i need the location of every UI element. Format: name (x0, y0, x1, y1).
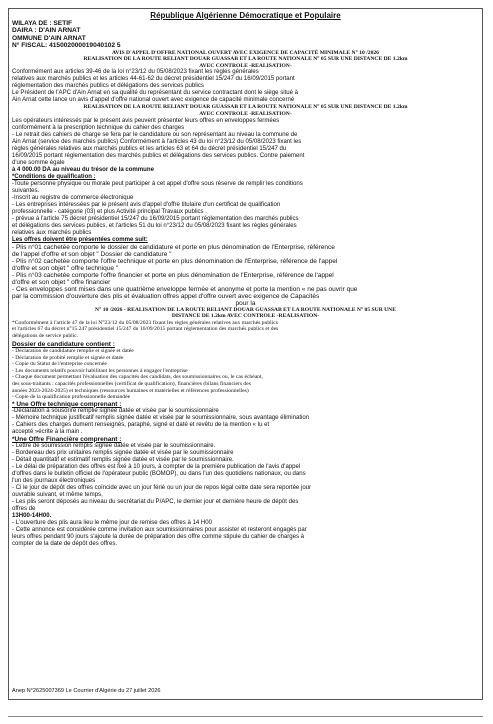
notice-line: - Plis n°01 cachetée comporte le dossier de candidature et porte en plus dénomination de l'Enterprise, référence (12, 243, 335, 251)
notice-line: règles générales relatives aux marchés publics et les articles 63 et 64 du décret présidentiel 15/247 du (12, 145, 287, 152)
notice-line: -Déclaration à sousorire remplie signée datée et visée par le soumissionnaire (12, 407, 219, 414)
notice-line: - prévue à l'article 75 décret présidentiel 15/247 du 16/09/2015 portant réglementation des marchés publics (12, 215, 299, 222)
notice-line: -Toute personne physique ou morale peut participer à cet appel d'offre sous réserve de remplir les conditions (12, 180, 303, 187)
notice-line: - Déclaration de probité remplie et signée et datée (12, 354, 124, 361)
notice-line: ouvrable suivant, et même temps, (12, 491, 103, 498)
notice-line: d'offre et son objet " offre technique " (12, 264, 119, 272)
notice-line: des sous-traitants : capacités professionnelles (certificat de qualification), financières (bilans financiers des (12, 381, 251, 388)
republic-title: République Algérienne Démocratique et Populaire (150, 11, 341, 20)
notice-line: - Chaque document permettant l'évaluation des capacités des candidats, des soumissionnaires ou, le cas échéant, (12, 374, 263, 381)
notice-line: - Détail quantitatif et estimatif remplis signée datée et visée par le soumissionnaire. (12, 456, 234, 463)
notice-line: DISTANCE DE 1.2km AVEC CONTROLE -REALISATION- (171, 313, 320, 320)
notice-line: de l'appel d'offre et son objet " Dossier de candidature " (12, 250, 172, 258)
notice-line: réglementation des marchés publics et délégations des services publics (12, 83, 204, 90)
notice-line: à 4 000.00 DA au niveau du trésor de la commune (12, 166, 154, 173)
notice-line: * Une Offre technique comprenant : (12, 400, 122, 408)
notice-line: - Lettre de soumission remplis signée datée et visée par le soumissionnaire. (12, 442, 216, 449)
notice-line: 13H00-14H00. (12, 512, 52, 519)
notice-line: Conformément aux articles 39-46 de la loi n°23/12 du 05/08/2023 fixant les règles générales (12, 69, 259, 76)
notice-line: Le Président de l'APC d'Ain Arnat en sa qualité du représentant du service contractant dont le siège situé à (12, 90, 299, 97)
notice-content (12, 11, 479, 548)
notice-line: relatives aux marchés publics et les articles 44-61-62 du décret présidentiel 15/247 du 16/09/2015 portant (12, 76, 295, 83)
notice-line: - Cette annonce est considérée comme invitation aux soumissionnaires pour assister et resteront engagés par (12, 526, 307, 533)
publication-footer: Anep N°2625007369 Le Courrier d'Algérie du 27 juillet 2026 (12, 688, 161, 694)
notice-line: - Les entreprises intéressées par le présent avis d'appel d'offre titulaire d'un certificat de qualification (12, 201, 281, 208)
notice-line: - L'ouverture des plis aura lieu le même jour de remise des offres à 14 H00 (12, 519, 213, 526)
notice-line: - Copie du Statut de l'entreprise concernée (12, 361, 107, 368)
notice-line: pour la (235, 299, 256, 307)
notice-line: accepté »écrite à la main . (12, 428, 83, 435)
notice-line: d'une somme égale (12, 159, 65, 166)
notice-line: par la commission d'ouverture des plis et évaluation offres appel d'offre ouvert avec exigence de Capacités (12, 292, 320, 300)
notice-line: - Bordereau des prix unitaires remplis signée datée et visée par le soumissionnaire (12, 449, 234, 456)
notice-line: - Ci le jour de dépôt des offres coïncide avec un jour férié ou un jour de repos légal cette date sera reportée jour (12, 484, 312, 491)
notice-line: - Cahiers des charges dument renseignés, paraphé, signé et daté et revêtu de la mention « lu et (12, 421, 270, 428)
notice-line: - Le retrait des cahiers de charge se fera par le candidature ou son représentant au niveau la commune de (12, 131, 298, 138)
notice-line: - Plis n°03 cachetée comporte l'offre financier et porte en plus dénomination de l'Enterprise, référence de l'appel (12, 271, 334, 279)
notice-line: N° 10 /2026 - REALISATION DE LA ROUTE RELIANT DOUAR GUASSAB ET LA ROUTE NATIONALE N° 05 SUR UNE (95, 306, 396, 313)
notice-line: - Copie de la qualification professionnelle demandée (12, 394, 131, 401)
notice-line: et l'articles 67 du décret n°15.247 présidentiel 15/247 du 16/09/2015 portant réglementation des marchés publics et des (12, 326, 279, 333)
notice-line: Ain Arnat (service des marchés publics) Conformément à l'articles 43 du loi n°23/12 du 05/08/2023 fixant les (12, 138, 302, 145)
notice-line: offres de (12, 505, 36, 512)
notice-line: AVEC CONTROLE -REALISATION- (199, 62, 292, 69)
notice-line: d'offres dans le bulletin officiel de l'opérateur public (BOMOP), ou dans l'un des quotidiens nationaux, ou dans (12, 470, 306, 477)
notice-line: REALISATION DE LA ROUTE RELIANT DOUAR GUASSAB ET LA ROUTE NATIONALE N° 05 SUR UNE DISTANCE DE 1.2km (83, 104, 408, 111)
notice-body (12, 50, 479, 548)
notice-line: l'un des journaux électroniques (12, 477, 96, 484)
bottom-divider (8, 716, 483, 717)
daira-line: DAIRA : D'AIN ARNAT (12, 27, 81, 35)
fiscal-number: N° FISCAL: 415002000019040102 5 (12, 42, 121, 50)
notice-line: relatives aux marchés publics (12, 229, 92, 236)
notice-line: REALISATION DE LA ROUTE RELIANT DOUAR GUASSAB ET LA ROUTE NATIONALE N° 05 SUR UNE DISTANCE DE 1.2km (83, 56, 408, 63)
notice-line: -Inscrit au registre de commerce électronique (12, 194, 134, 201)
notice-line: et délégations des services publics, et l'articles 51 du loi n°23/12 du 05/08/2023 fixant les règles générales (12, 222, 297, 229)
notice-line: conformément à la prescription technique du cahier des charges (12, 124, 185, 131)
notice-line: années 2023-2024-2025) et techniques (ressources humaines et matérielles et références professionnelles) (12, 387, 249, 394)
notice-line: Dossier de candidature contient : (12, 341, 115, 349)
notice-line: - Ces enveloppes sont mises dans une quatrième enveloppe fermée et anonyme et porte la mention « ne pas ouvrir que (12, 285, 358, 293)
notice-line: Les opérateurs intéressés par le présent avis peuvent présenter leurs offres en enveloppes fermées (12, 117, 280, 124)
notice-line: AVIS D'APPEL D'OFFRE NATIONAL OUVERT AVEC EXIGENCE DE CAPACITÉ MINIMALE N° 10 /2026 (112, 49, 379, 56)
notice-line: compter de la date de dépôt des offres. (12, 540, 118, 547)
notice-line: 16/09/2015 portant réglementation des marchés publics et délégations des services publics. Contre paiement (12, 152, 305, 159)
notice-line: - Mémoire technique justificatif remplis signée datée et visée par le soumissionnaire, sous avantage élimination (12, 414, 310, 421)
notice-line: - Le délai de préparation des offres est fixé à 10 jours, à compter de la première publication de l'avis d'appel (12, 463, 301, 470)
notice-line: délégations de service public. (12, 332, 79, 339)
notice-line: professionnelle - catégorie (03) et plus Activité principal Travaux publics . (12, 208, 207, 215)
notice-line: - Les plis seront déposés au niveau du secrétariat du P/APC, le dernier jour et dernière heure de dépôt des (12, 498, 299, 505)
notice-line: *Conditions de qualification : (12, 173, 96, 180)
commune-line: OMMUNE D'AIN ARNAT (12, 34, 86, 42)
notice-line: Les offres doivent être présentées comme suit: (12, 236, 148, 243)
wilaya-line: WILAYA DE : SETIF (12, 20, 73, 27)
notice-line: *Conformément à l'article 47 de la loi N°23/12 du 05/08/2023 fixant les règles générales relatives aux marchés publics (12, 319, 278, 326)
notice-line: leurs offres pendant 90 jours s'ajoute la durée de préparation des offre comme stipule du cahier de charges à (12, 533, 305, 540)
notice-line: suivantes. (12, 187, 40, 194)
notice-line: - Les documents relatifs pouvoir habilitant les personnes à engager l'entreprise (12, 367, 188, 374)
notice-line: - Déclaration de candidature remplie et signée et datée (12, 348, 134, 355)
notice-line: - Plis n°02 cachetée comporte l'offre technique et porte en plus dénomination de l'Enterprise, référence de l'appel (12, 257, 338, 265)
notice-line: d'offre et son objet " offre financier (12, 278, 111, 286)
notice-line: Ain Arnat cette lance un avis d'appel d'offre national ouvert avec exigence de capacité minimale concerné (12, 97, 295, 104)
notice-line: AVEC CONTROLE -REALISATION- (199, 111, 292, 117)
notice-line: *Une Offre Financière comprenant : (12, 435, 122, 443)
